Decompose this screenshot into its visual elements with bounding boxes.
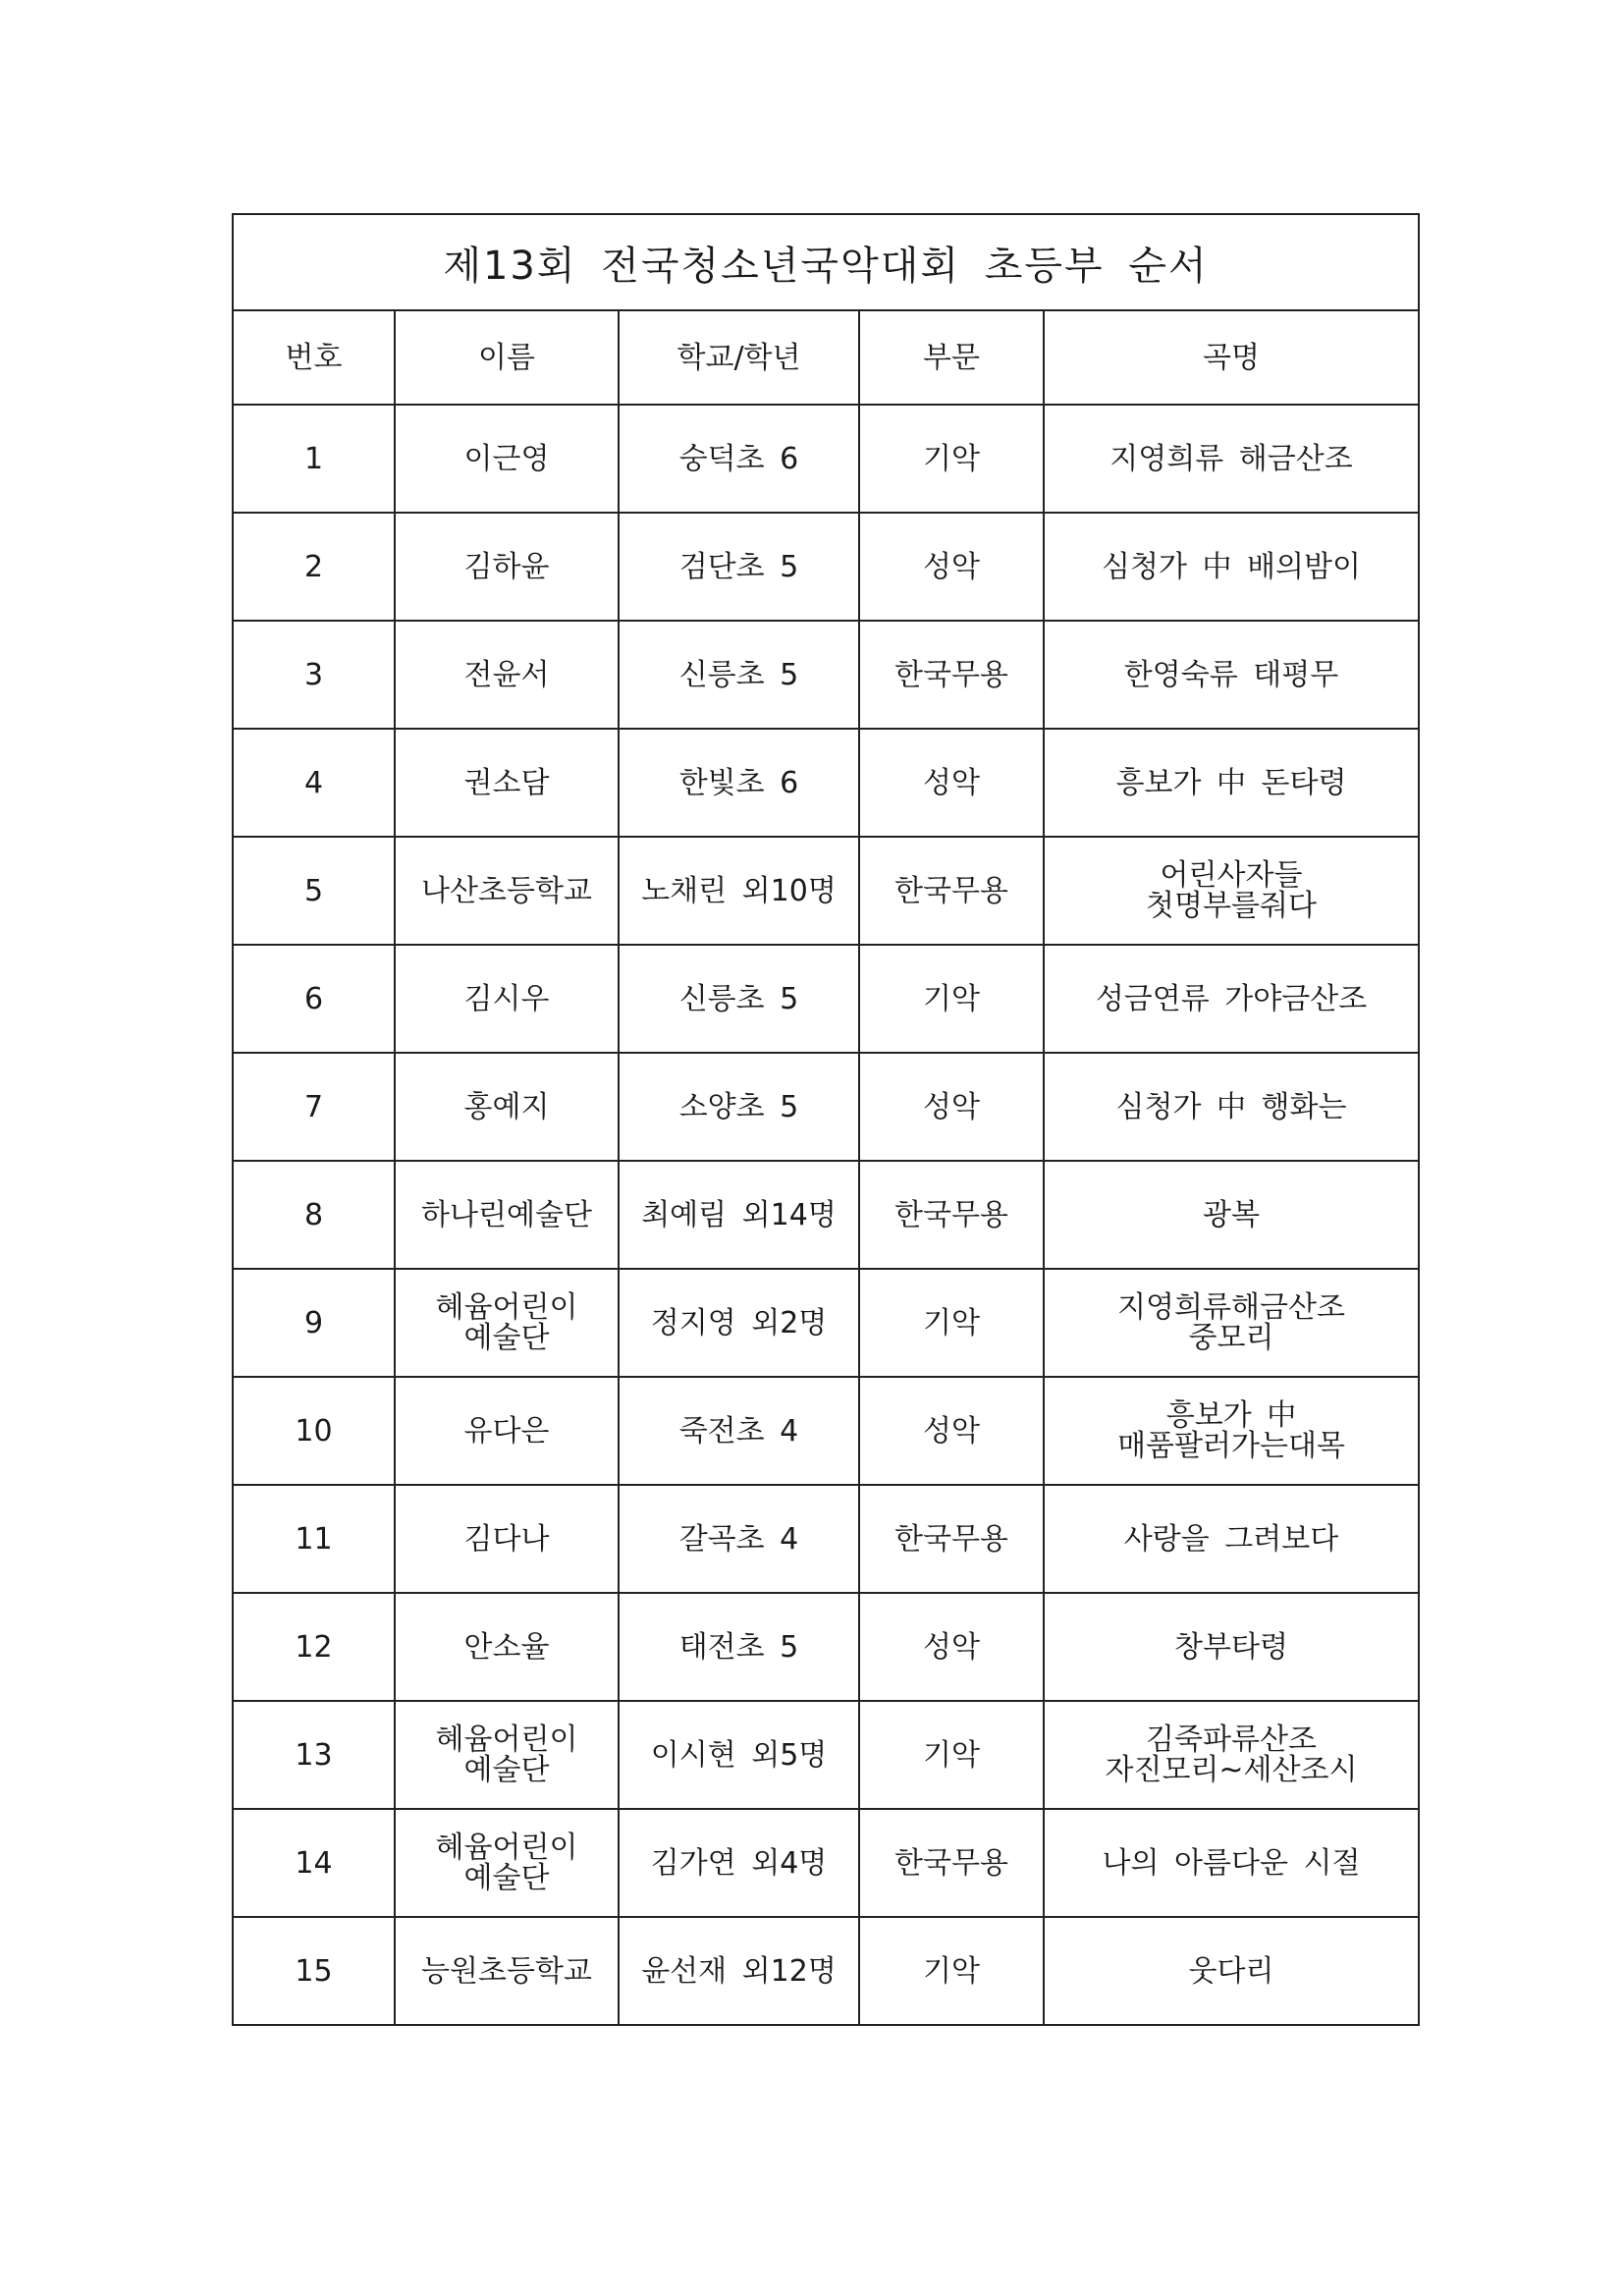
cell-name-line: 혜윰어린이 (435, 1831, 578, 1865)
cell-no: 10 (234, 1377, 395, 1485)
cell-song-line: 웃다리 (1188, 1953, 1274, 1989)
cell-school: 한빛초 6 (619, 729, 859, 837)
cell-name-line: 전윤서 (463, 657, 550, 692)
cell-song-line: 나의 아름다운 시절 (1102, 1845, 1361, 1881)
cell-name (395, 1377, 619, 1485)
cell-name-line: 김하윤 (463, 549, 550, 584)
cell-school: 신릉초 5 (619, 945, 859, 1053)
cell-song (1044, 837, 1418, 945)
header-school: 학교/학년 (619, 311, 859, 405)
cell-name-line: 예술단 (463, 1753, 550, 1787)
cell-school: 소양초 5 (619, 1053, 859, 1161)
cell-no: 4 (234, 729, 395, 837)
cell-song (1044, 729, 1418, 837)
cell-name-line: 혜윰어린이 (435, 1722, 578, 1757)
cell-category: 성악 (859, 1053, 1044, 1161)
cell-song-line: 자진모리~세산조시 (1105, 1753, 1358, 1787)
cell-no: 11 (234, 1485, 395, 1593)
cell-no: 15 (234, 1917, 395, 2024)
cell-no: 6 (234, 945, 395, 1053)
cell-song (1044, 1053, 1418, 1161)
cell-category: 기악 (859, 945, 1044, 1053)
cell-no: 12 (234, 1593, 395, 1701)
table-row (234, 1269, 1418, 1377)
cell-name (395, 513, 619, 621)
cell-name (395, 1701, 619, 1809)
cell-category: 한국무용 (859, 1809, 1044, 1917)
table-row (234, 1917, 1418, 2024)
cell-category: 성악 (859, 1593, 1044, 1701)
cell-song (1044, 405, 1418, 513)
cell-school: 이시현 외5명 (619, 1701, 859, 1809)
cell-song-line: 한영숙류 태평무 (1123, 657, 1339, 692)
cell-category: 기악 (859, 405, 1044, 513)
cell-name (395, 945, 619, 1053)
table-row (234, 837, 1418, 945)
cell-category: 성악 (859, 1377, 1044, 1485)
cell-song-line: 지영희류 해금산조 (1109, 441, 1353, 476)
cell-no: 1 (234, 405, 395, 513)
cell-name-line: 예술단 (463, 1861, 550, 1895)
cell-category: 한국무용 (859, 1485, 1044, 1593)
cell-song (1044, 1593, 1418, 1701)
cell-name-line: 나산초등학교 (421, 873, 592, 908)
program-sheet (232, 213, 1420, 2026)
cell-song-line: 김죽파류산조 (1146, 1722, 1317, 1757)
cell-school: 최예림 외14명 (619, 1161, 859, 1269)
cell-school: 검단초 5 (619, 513, 859, 621)
cell-category: 성악 (859, 513, 1044, 621)
cell-no: 7 (234, 1053, 395, 1161)
cell-song-line: 심청가 中 행화는 (1115, 1089, 1347, 1124)
table-row (234, 1161, 1418, 1269)
cell-name (395, 1809, 619, 1917)
cell-song-line: 지영희류해금산조 (1117, 1290, 1345, 1325)
cell-name-line: 김시우 (463, 981, 550, 1016)
cell-song-line: 첫명부를줘다 (1146, 889, 1317, 923)
cell-category: 성악 (859, 729, 1044, 837)
cell-song (1044, 1809, 1418, 1917)
table-row (234, 621, 1418, 729)
cell-name-line: 유다은 (463, 1413, 550, 1449)
cell-no: 13 (234, 1701, 395, 1809)
cell-song-line: 흥보가 中 돈타령 (1115, 765, 1347, 800)
table-row (234, 513, 1418, 621)
cell-school: 김가연 외4명 (619, 1809, 859, 1917)
cell-name-line: 예술단 (463, 1321, 550, 1355)
cell-no: 9 (234, 1269, 395, 1377)
table-row (234, 405, 1418, 513)
cell-name-line: 홍예지 (463, 1089, 550, 1124)
cell-song (1044, 1485, 1418, 1593)
cell-song-line: 매품팔러가는대목 (1117, 1429, 1345, 1463)
cell-name-line: 능원초등학교 (421, 1953, 592, 1989)
cell-song (1044, 1917, 1418, 2024)
cell-no: 5 (234, 837, 395, 945)
header-category: 부문 (859, 311, 1044, 405)
cell-category: 한국무용 (859, 621, 1044, 729)
cell-name-line: 하나린예술단 (421, 1197, 592, 1232)
table-row (234, 1701, 1418, 1809)
header-song: 곡명 (1044, 311, 1418, 405)
table-row (234, 945, 1418, 1053)
cell-no: 2 (234, 513, 395, 621)
cell-school: 신릉초 5 (619, 621, 859, 729)
table-row (234, 729, 1418, 837)
cell-no: 3 (234, 621, 395, 729)
cell-song (1044, 1377, 1418, 1485)
table-row (234, 1809, 1418, 1917)
cell-category: 한국무용 (859, 837, 1044, 945)
table-row (234, 1593, 1418, 1701)
cell-name (395, 621, 619, 729)
cell-song-line: 중모리 (1188, 1321, 1274, 1355)
cell-school: 갈곡초 4 (619, 1485, 859, 1593)
cell-song (1044, 621, 1418, 729)
header-name: 이름 (395, 311, 619, 405)
cell-name (395, 837, 619, 945)
cell-song-line: 흥보가 中 (1165, 1398, 1297, 1433)
header-no: 번호 (234, 311, 395, 405)
cell-name (395, 1917, 619, 2024)
cell-name (395, 1161, 619, 1269)
cell-category: 기악 (859, 1701, 1044, 1809)
cell-name (395, 405, 619, 513)
header-row (234, 311, 1418, 405)
cell-song-line: 창부타령 (1174, 1629, 1288, 1665)
cell-song (1044, 1161, 1418, 1269)
cell-name (395, 1593, 619, 1701)
cell-song (1044, 1269, 1418, 1377)
cell-category: 기악 (859, 1269, 1044, 1377)
cell-song-line: 심청가 中 배의밤이 (1102, 549, 1361, 584)
cell-name-line: 이근영 (463, 441, 550, 476)
cell-song-line: 광복 (1203, 1197, 1260, 1232)
cell-song-line: 사랑을 그려보다 (1123, 1521, 1339, 1557)
cell-school: 노채린 외10명 (619, 837, 859, 945)
table-row (234, 1485, 1418, 1593)
cell-song-line: 어린사자들 (1160, 858, 1303, 893)
cell-no: 14 (234, 1809, 395, 1917)
cell-school: 태전초 5 (619, 1593, 859, 1701)
program-table (234, 311, 1418, 2024)
cell-school: 죽전초 4 (619, 1377, 859, 1485)
document-title: 제13회 전국청소년국악대회 초등부 순서 (234, 215, 1418, 311)
cell-name-line: 안소율 (463, 1629, 550, 1665)
cell-song (1044, 945, 1418, 1053)
table-row (234, 1053, 1418, 1161)
cell-name (395, 1485, 619, 1593)
cell-song (1044, 513, 1418, 621)
cell-name (395, 1053, 619, 1161)
cell-song (1044, 1701, 1418, 1809)
cell-name-line: 혜윰어린이 (435, 1290, 578, 1325)
cell-name-line: 김다나 (463, 1521, 550, 1557)
cell-school: 정지영 외2명 (619, 1269, 859, 1377)
table-body (234, 405, 1418, 2024)
cell-category: 기악 (859, 1917, 1044, 2024)
cell-song-line: 성금연류 가야금산조 (1095, 981, 1368, 1016)
cell-no: 8 (234, 1161, 395, 1269)
cell-category: 한국무용 (859, 1161, 1044, 1269)
cell-name-line: 권소담 (463, 765, 550, 800)
cell-name (395, 1269, 619, 1377)
cell-school: 숭덕초 6 (619, 405, 859, 513)
cell-school: 윤선재 외12명 (619, 1917, 859, 2024)
cell-name (395, 729, 619, 837)
table-row (234, 1377, 1418, 1485)
